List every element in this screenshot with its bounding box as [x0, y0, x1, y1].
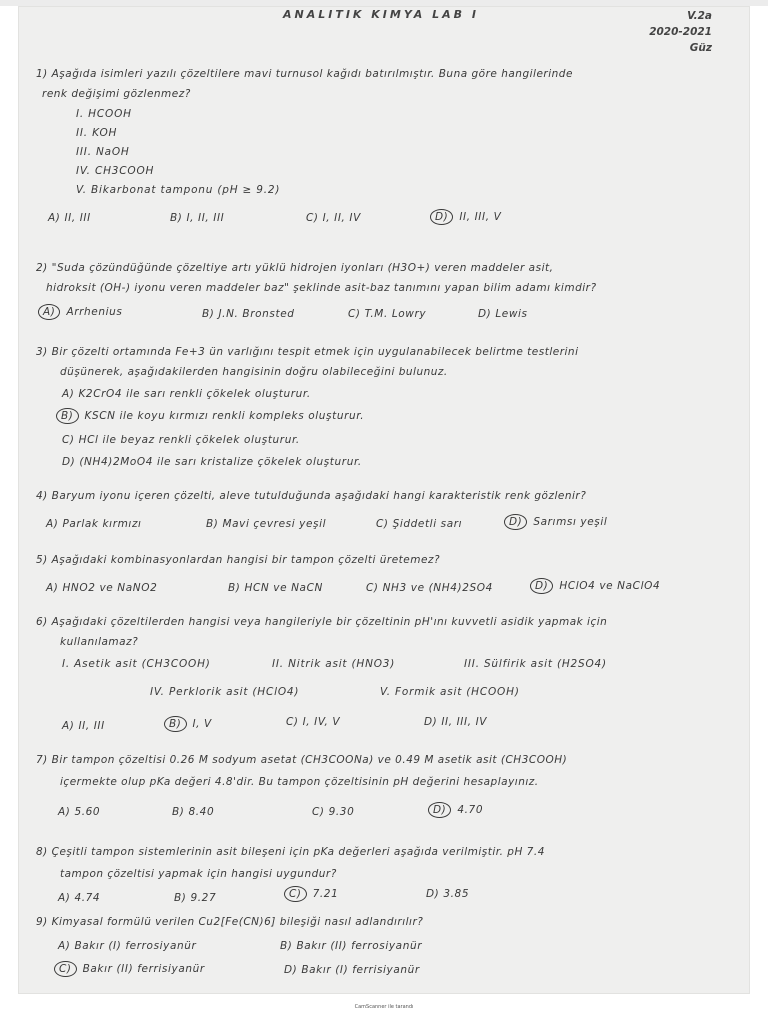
- q6-option-b: [164, 716, 212, 732]
- option-text: 4.74: [74, 892, 101, 904]
- option-text: HCl ile beyaz renkli çökelek oluşturur.: [78, 434, 300, 446]
- option-text: Bakır (I) ferrisiyanür: [301, 964, 420, 976]
- header-academic-year: 2020-2021: [649, 26, 712, 38]
- q6-text-line-1: 6) Aşağıdaki çözeltilerden hangisi veya hangileriyle bir çözeltinin pH'ını kuvvetli asidik yapmak için: [36, 616, 608, 628]
- answer-circle: C): [54, 961, 77, 977]
- q9-option-b: [280, 940, 422, 952]
- answer-circle: B): [56, 408, 79, 424]
- option-text: T.M. Lowry: [364, 308, 427, 320]
- q9-option-c: [54, 961, 205, 977]
- option-letter: C): [306, 212, 319, 224]
- q1-item-2: II. KOH: [76, 127, 118, 139]
- option-text: I, II, III: [186, 212, 225, 224]
- q6-option-d: [424, 716, 487, 728]
- q5-option-c: [366, 582, 493, 594]
- option-letter: B): [228, 582, 241, 594]
- q8-option-a: [58, 892, 100, 904]
- option-text: J.N. Bronsted: [218, 308, 295, 320]
- option-letter: A): [62, 388, 75, 400]
- q4-option-a: [46, 518, 142, 530]
- q1-option-c: [306, 212, 361, 224]
- option-text: II, III, IV: [441, 716, 488, 728]
- q1-text-line-1: 1) Aşağıda isimleri yazılı çözeltilere mavi turnusol kağıdı batırılmıştır. Buna göre hangilerinde: [36, 68, 573, 80]
- q6-item-4: IV. Perklorik asit (HClO4): [150, 686, 300, 698]
- q5-option-b: [228, 582, 323, 594]
- option-letter: B): [170, 212, 183, 224]
- q1-option-d: [430, 209, 501, 225]
- q3-option-a: [62, 388, 311, 400]
- option-text: HCN ve NaCN: [244, 582, 323, 594]
- option-text: I, V: [192, 718, 212, 730]
- q6-option-c: [286, 716, 340, 728]
- q1-item-3: III. NaOH: [76, 146, 130, 158]
- q7-option-a: [58, 806, 100, 818]
- option-text: KSCN ile koyu kırmızı renkli kompleks oluşturur.: [84, 410, 365, 422]
- option-text: 9.27: [190, 892, 217, 904]
- q9-text-line-1: 9) Kimyasal formülü verilen Cu2[Fe(CN)6] bileşiği nasıl adlandırılır?: [36, 916, 424, 928]
- option-letter: B): [202, 308, 215, 320]
- q6-item-3: III. Sülfirik asit (H2SO4): [464, 658, 607, 670]
- q1-option-a: [48, 212, 91, 224]
- q3-text-line-2: düşünerek, aşağıdakilerden hangisinin doğru olabileceğini bulunuz.: [60, 366, 448, 378]
- q7-option-c: [312, 806, 354, 818]
- option-letter: C): [62, 434, 75, 446]
- option-letter: A): [58, 940, 71, 952]
- option-letter: C): [376, 518, 389, 530]
- option-letter: B): [206, 518, 219, 530]
- option-letter: B): [174, 892, 187, 904]
- header-version: V.2a: [687, 10, 712, 22]
- exam-sheet: [18, 6, 750, 994]
- option-letter: D): [424, 716, 438, 728]
- answer-circle: A): [38, 304, 60, 320]
- option-letter: A): [48, 212, 61, 224]
- q2-option-b: [202, 308, 295, 320]
- option-text: I, IV, V: [302, 716, 341, 728]
- q6-item-5: V. Formik asit (HCOOH): [380, 686, 520, 698]
- q6-item-1: I. Asetik asit (CH3COOH): [62, 658, 211, 670]
- q2-option-c: [348, 308, 426, 320]
- option-text: 9.30: [328, 806, 355, 818]
- option-text: Mavi çevresi yeşil: [222, 518, 327, 530]
- q2-text-line-1: 2) "Suda çözündüğünde çözeltiye artı yüklü hidrojen iyonları (H3O+) veren maddeler asit,: [36, 262, 554, 274]
- option-text: Bakır (I) ferrosiyanür: [74, 940, 197, 952]
- option-letter: D): [284, 964, 298, 976]
- option-letter: B): [172, 806, 185, 818]
- option-letter: A): [46, 518, 59, 530]
- option-letter: A): [58, 806, 71, 818]
- option-letter: A): [62, 720, 75, 732]
- q1-text-line-2: renk değişimi gözlenmez?: [42, 88, 191, 100]
- option-letter: B): [280, 940, 293, 952]
- option-text: Şiddetli sarı: [392, 518, 463, 530]
- q6-item-2: II. Nitrik asit (HNO3): [272, 658, 396, 670]
- option-letter: D): [426, 888, 440, 900]
- option-text: I, II, IV: [322, 212, 361, 224]
- q8-option-c: [284, 886, 338, 902]
- option-text: Arrhenius: [66, 306, 123, 318]
- q8-text-line-1: 8) Çeşitli tampon sistemlerinin asit bileşeni için pKa değerleri aşağıda verilmiştir. pH 7.4: [36, 846, 545, 858]
- q5-option-a: [46, 582, 157, 594]
- option-text: 4.70: [457, 804, 484, 816]
- q8-option-b: [174, 892, 216, 904]
- q6-text-line-2: kullanılamaz?: [60, 636, 139, 648]
- q7-option-d: [428, 802, 483, 818]
- option-letter: D): [62, 456, 76, 468]
- option-letter: A): [46, 582, 59, 594]
- q9-option-a: [58, 940, 196, 952]
- option-text: 8.40: [188, 806, 215, 818]
- q2-option-d: [478, 308, 528, 320]
- q5-text-line-1: 5) Aşağıdaki kombinasyonlardan hangisi bir tampon çözelti üretemez?: [36, 554, 441, 566]
- q3-option-c: [62, 434, 300, 446]
- answer-circle: B): [164, 716, 187, 732]
- q8-text-line-2: tampon çözeltisi yapmak için hangisi uygundur?: [60, 868, 337, 880]
- option-letter: C): [366, 582, 379, 594]
- q3-option-b: [56, 408, 364, 424]
- option-text: 7.21: [312, 888, 339, 900]
- option-text: (NH4)2MoO4 ile sarı kristalize çökelek oluşturur.: [79, 456, 362, 468]
- option-text: 3.85: [443, 888, 470, 900]
- option-text: II, III: [78, 720, 105, 732]
- answer-circle: C): [284, 886, 307, 902]
- q7-text-line-1: 7) Bir tampon çözeltisi 0.26 M sodyum asetat (CH3COONa) ve 0.49 M asetik asit (CH3COOH): [36, 754, 568, 766]
- option-text: Bakır (II) ferrisiyanür: [82, 963, 205, 975]
- q8-option-d: [426, 888, 469, 900]
- header-semester: Güz: [689, 42, 712, 54]
- q4-option-d: [504, 514, 607, 530]
- answer-circle: D): [504, 514, 527, 530]
- answer-circle: D): [530, 578, 553, 594]
- q3-text-line-1: 3) Bir çözelti ortamında Fe+3 ün varlığını tespit etmek için uygulanabilecek belirtme testlerini: [36, 346, 579, 358]
- option-text: Lewis: [495, 308, 528, 320]
- q1-item-4: IV. CH3COOH: [76, 165, 155, 177]
- q4-option-b: [206, 518, 326, 530]
- answer-circle: D): [428, 802, 451, 818]
- option-letter: A): [58, 892, 71, 904]
- option-text: Bakır (II) ferrosiyanür: [296, 940, 423, 952]
- option-letter: C): [286, 716, 299, 728]
- q4-option-c: [376, 518, 462, 530]
- option-letter: C): [348, 308, 361, 320]
- q1-item-1: I. HCOOH: [76, 108, 132, 120]
- option-text: NH3 ve (NH4)2SO4: [382, 582, 493, 594]
- option-letter: D): [478, 308, 492, 320]
- q2-option-a: [38, 304, 122, 320]
- q6-option-a: [62, 720, 105, 732]
- option-text: II, III, V: [459, 211, 502, 223]
- q5-option-d: [530, 578, 660, 594]
- option-text: HNO2 ve NaNO2: [62, 582, 158, 594]
- option-text: Sarımsı yeşil: [533, 516, 608, 528]
- option-text: K2CrO4 ile sarı renkli çökelek oluşturur.: [78, 388, 311, 400]
- q4-text-line-1: 4) Baryum iyonu içeren çözelti, aleve tutulduğunda aşağıdaki hangi karakteristik renk gözlenir?: [36, 490, 587, 502]
- exam-title: ANALITIK KIMYA LAB I: [283, 8, 479, 21]
- answer-circle: D): [430, 209, 453, 225]
- q7-text-line-2: içermekte olup pKa değeri 4.8'dir. Bu tampon çözeltisinin pH değerini hesaplayınız.: [60, 776, 539, 788]
- q1-item-5: V. Bikarbonat tamponu (pH ≥ 9.2): [76, 184, 281, 196]
- q9-option-d: [284, 964, 420, 976]
- option-text: Parlak kırmızı: [62, 518, 142, 530]
- option-text: HClO4 ve NaClO4: [559, 580, 661, 592]
- q3-option-d: [62, 456, 362, 468]
- option-text: 5.60: [74, 806, 101, 818]
- option-text: II, III: [64, 212, 91, 224]
- scanner-watermark: CamScanner ile tarandı: [354, 1004, 414, 1010]
- option-letter: C): [312, 806, 325, 818]
- q2-text-line-2: hidroksit (OH-) iyonu veren maddeler baz" şeklinde asit-baz tanımını yapan bilim adamı kimdir?: [46, 282, 597, 294]
- q7-option-b: [172, 806, 214, 818]
- q1-option-b: [170, 212, 224, 224]
